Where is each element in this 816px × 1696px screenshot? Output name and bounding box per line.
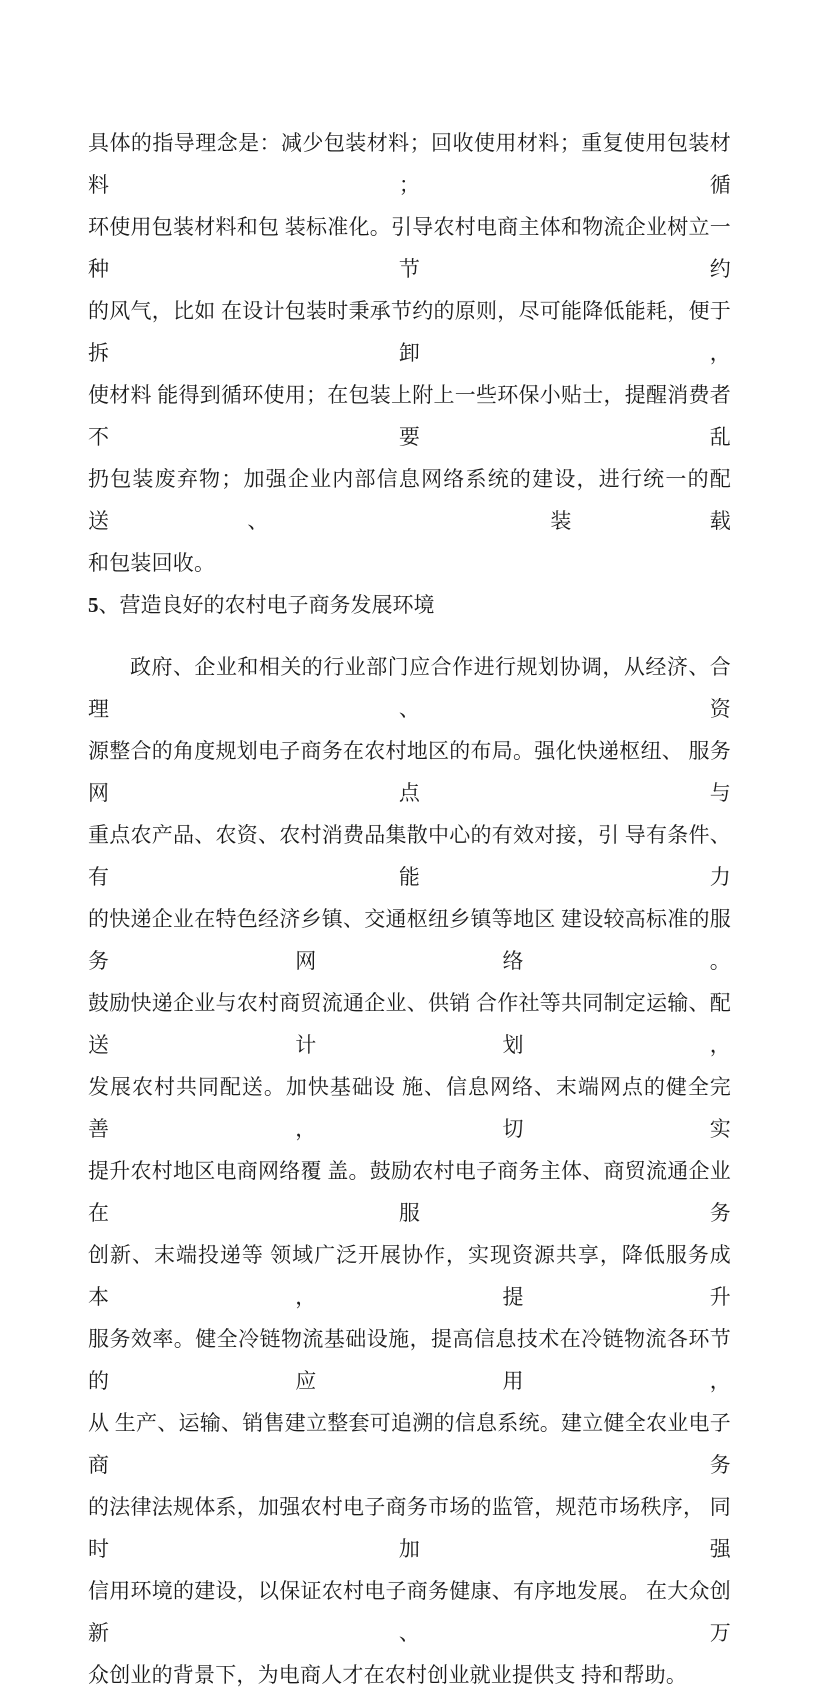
text-line: 发展农村共同配送。加快基础设 施、信息网络、末端网点的健全完善，切实 [88,1075,731,1141]
text-line: 鼓励快递企业与农村商贸流通企业、供销 合作社等共同制定运输、配送计划， [88,991,731,1057]
text-line: 政府、企业和相关的行业部门应合作进行规划协调，从经济、合 理、资 [88,655,731,721]
text-line: 的风气，比如 在设计包装时秉承节约的原则，尽可能降低能耗，便于拆卸， [88,299,731,365]
heading-number: 5 [88,593,99,617]
heading-title: 、营造良好的农村电子商务发展环境 [98,593,435,617]
text-line: 的法律法规体系，加强农村电子商务市场的监管，规范市场秩序， 同时加强 [88,1495,731,1561]
section-heading [88,584,731,626]
text-line: 服务效率。健全冷链物流基础设施，提高信息技术在冷链物流各环节的应用， [88,1327,731,1393]
text-line: 信用环境的建设，以保证农村电子商务健康、有序地发展。 在大众创新、万 [88,1579,731,1645]
text-line: 众创业的背景下，为电商人才在农村创业就业提供支 持和帮助。 [88,1663,688,1687]
text-line: 源整合的角度规划电子商务在农村地区的布局。强化快递枢纽、 服务网点与 [88,739,731,805]
text-line: 具体的指导理念是：减少包装材料；回收使用材料；重复使用包装材料；循 [88,131,731,197]
paragraph-packaging-guidelines [88,122,731,584]
text-line: 和包装回收。 [88,551,216,575]
page-content [88,122,731,1696]
text-line: 重点农产品、农资、农村消费品集散中心的有效对接，引 导有条件、有能力 [88,823,731,889]
text-line: 的快递企业在特色经济乡镇、交通枢纽乡镇等地区 建设较高标准的服务网络。 [88,907,731,973]
text-line: 提升农村地区电商网络覆 盖。鼓励农村电子商务主体、商贸流通企业在服务 [88,1159,731,1225]
text-line: 从 生产、运输、销售建立整套可追溯的信息系统。建立健全农业电子商 务 [88,1411,731,1477]
text-line: 扔包装废弃物；加强企业内部信息网络系统的建设，进行统一的配送、 装载 [88,467,731,533]
text-line: 创新、末端投递等 领域广泛开展协作，实现资源共享，降低服务成本，提升 [88,1243,731,1309]
text-line: 环使用包装材料和包 装标准化。引导农村电商主体和物流企业树立一种节约 [88,215,731,281]
paragraph-development-environment [88,646,731,1696]
text-line: 使材料 能得到循环使用；在包装上附上一些环保小贴士，提醒消费者不要乱 [88,383,731,449]
